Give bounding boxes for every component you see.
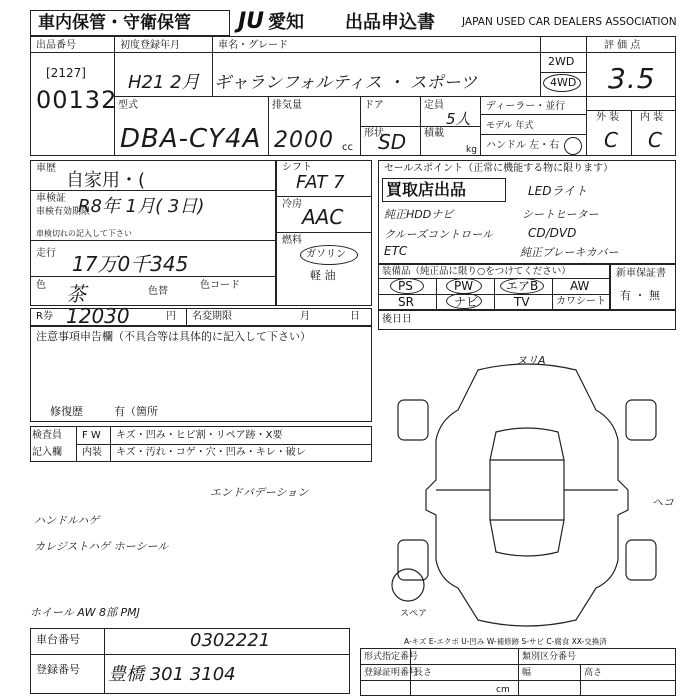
grade-score-label: 評 価 点 bbox=[604, 40, 641, 51]
car-name-label: 車名・グレード bbox=[218, 40, 288, 51]
ac-label: 冷房 bbox=[282, 199, 302, 210]
warranty-label: 新車保証書 bbox=[616, 268, 666, 279]
selling-point-1: LEDライト bbox=[528, 184, 588, 198]
ac-value: AAC bbox=[302, 205, 344, 229]
rear-label: 後日日 bbox=[382, 314, 412, 325]
equip-pw: PW bbox=[454, 279, 474, 293]
handwritten-note-3: カレジストハゲ ホーシール bbox=[34, 540, 169, 553]
width-label: 幅 bbox=[522, 668, 532, 678]
warranty-value: 有 ・ 無 bbox=[620, 289, 660, 302]
inspector-label: 検査員 bbox=[32, 430, 62, 441]
form-title: 出品申込書 bbox=[345, 12, 435, 33]
association-name: JAPAN USED CAR DEALERS ASSOCIATION bbox=[462, 16, 677, 28]
shift-label: シフト bbox=[282, 162, 312, 173]
expiry-label: 車検有効期限 bbox=[36, 207, 91, 217]
recycle-unit: 円 bbox=[166, 311, 176, 322]
capacity-label: 定員 bbox=[424, 100, 444, 111]
interior-grade: C bbox=[648, 128, 662, 152]
color-label: 色 bbox=[36, 280, 46, 291]
row1-items: キズ・凹み・ヒビ割・リペア跡・X要 bbox=[116, 430, 283, 441]
cm-unit: cm bbox=[496, 685, 510, 695]
diagram-right-note: ヘコ bbox=[652, 496, 674, 509]
selling-points-label: セールスポイント（正常に機能する物に限ります） bbox=[384, 163, 614, 174]
day-label: 日 bbox=[350, 311, 360, 322]
equip-tv: TV bbox=[514, 295, 530, 309]
exterior-grade: C bbox=[604, 128, 618, 152]
handwritten-note-4: ホイール AW 8部 PMJ bbox=[30, 606, 140, 619]
equip-ps: PS bbox=[398, 279, 413, 293]
handle-label: ハンドル 左・右 bbox=[486, 140, 560, 151]
interior-label: 内 装 bbox=[640, 112, 664, 123]
body-value: SD bbox=[378, 130, 407, 154]
shift-value: FAT 7 bbox=[296, 172, 345, 193]
damage-legend: A-キズ E-エクボ U-凹み W-補修跡 S-サビ C-腐食 XX-交換済 bbox=[404, 637, 607, 646]
height-label: 高さ bbox=[584, 668, 603, 678]
month-label: 月 bbox=[300, 311, 310, 322]
equip-aw: AW bbox=[570, 279, 590, 293]
record-label: 記入欄 bbox=[32, 447, 62, 458]
branch-name: 愛知 bbox=[268, 12, 304, 33]
selling-point-6: ETC bbox=[384, 244, 408, 258]
fuel-diesel: 軽 油 bbox=[310, 269, 336, 282]
color-code-label: 色コード bbox=[200, 280, 240, 291]
first-reg-label: 初度登録年月 bbox=[120, 40, 180, 51]
lot-sub-number: [2127] bbox=[46, 66, 86, 80]
chassis-value: 0302221 bbox=[190, 630, 271, 651]
kg-unit: kg bbox=[466, 145, 477, 155]
equip-seat: カワシート bbox=[556, 296, 606, 307]
cc-unit: cc bbox=[342, 142, 353, 153]
drive-2wd-label: 2WD bbox=[548, 55, 575, 68]
fuel-label: 燃料 bbox=[282, 235, 302, 246]
lot-number: 00132 bbox=[36, 86, 118, 114]
reg-no-value: 豊橋 301 3104 bbox=[108, 664, 236, 685]
class-label: 類別区分番号 bbox=[522, 652, 577, 662]
rear-frame bbox=[378, 310, 676, 330]
mileage-value: 17万0千345 bbox=[72, 252, 189, 276]
spare-label: スペア bbox=[400, 609, 428, 619]
selling-point-4: クルーズコントロール bbox=[384, 228, 493, 241]
model-value: DBA-CY4A bbox=[120, 124, 262, 154]
body-label: 形状 bbox=[364, 128, 384, 139]
row1-head: F W bbox=[82, 430, 101, 441]
usage-value: 自家用・( bbox=[66, 170, 146, 191]
diagram-top-note: ヌリA bbox=[516, 354, 546, 367]
load-label: 積載 bbox=[424, 128, 444, 139]
repair-label: 修復歴 bbox=[50, 405, 83, 418]
equipment-label: 装備品（純正品に限り○をつけてください） bbox=[382, 266, 571, 277]
displacement-label: 排気量 bbox=[272, 100, 302, 111]
selling-highlight: 買取店出品 bbox=[386, 180, 467, 199]
storage-note: 車内保管・守衛保管 bbox=[38, 13, 191, 33]
doors-label: ドア bbox=[364, 100, 384, 111]
exterior-label: 外 装 bbox=[596, 112, 620, 123]
row2-head: 内装 bbox=[82, 447, 102, 458]
car-name-value: ギャランフォルティス ・ スポーツ bbox=[214, 73, 477, 93]
equip-sr: SR bbox=[398, 295, 414, 309]
length-label: 長さ bbox=[414, 668, 433, 678]
mileage-label: 走行 bbox=[36, 248, 56, 259]
fuel-gasoline: ガソリン bbox=[306, 249, 346, 260]
logo: JU bbox=[238, 9, 265, 34]
model-year-label: モデル 年式 bbox=[486, 121, 534, 131]
car-damage-diagram bbox=[378, 340, 676, 640]
model-label: 型式 bbox=[118, 100, 138, 111]
color-change-label: 色替 bbox=[148, 286, 168, 297]
equip-airbag: エアB bbox=[506, 279, 539, 293]
inspection-label: 車検証 bbox=[36, 193, 66, 204]
recycle-label: R券 bbox=[36, 311, 53, 322]
selling-point-7: 純正ブレーキカバー bbox=[520, 246, 619, 259]
history-label: 車歴 bbox=[36, 163, 56, 174]
inspection-value: R8年 1月( 3日) bbox=[78, 196, 205, 217]
selling-point-5: CD/DVD bbox=[528, 226, 577, 240]
notes-label: 注意事項申告欄（不具合等は具体的に記入して下さい） bbox=[36, 330, 311, 343]
displacement-value: 2000 bbox=[274, 128, 334, 153]
first-reg-value: H21 2月 bbox=[128, 72, 200, 93]
handwritten-note-1: エンドバデーション bbox=[210, 486, 309, 499]
repair-value: 有（箇所 bbox=[114, 405, 158, 418]
fmt-label: 形式指定番号 bbox=[364, 652, 419, 662]
row2-items: キズ・汚れ・コゲ・穴・凹み・キレ・破レ bbox=[116, 447, 306, 458]
grade-score-value: 3.5 bbox=[608, 62, 656, 95]
lot-number-label: 出品番号 bbox=[36, 40, 76, 51]
expiry-note: 車検切れの記入して下さい bbox=[36, 229, 132, 238]
handwritten-note-2: ハンドルハゲ bbox=[34, 514, 100, 527]
handle-right-circle bbox=[564, 137, 582, 155]
recycle-amount: 12030 bbox=[66, 304, 130, 328]
reg-no-label: 登録番号 bbox=[36, 663, 80, 676]
dealer-label: ディーラー・並行 bbox=[486, 101, 566, 112]
name-change-label: 名変期限 bbox=[192, 311, 232, 322]
chassis-label: 車台番号 bbox=[36, 633, 80, 646]
selling-point-3: シートヒーター bbox=[522, 208, 599, 221]
drive-4wd-label: 4WD bbox=[550, 76, 577, 89]
cert-label: 登録証明番号 bbox=[364, 668, 419, 678]
capacity-value: 5人 bbox=[446, 110, 471, 128]
selling-point-2: 純正HDDナビ bbox=[384, 208, 454, 221]
equip-navi: ナビ bbox=[454, 295, 479, 309]
color-value: 茶 bbox=[66, 282, 86, 306]
